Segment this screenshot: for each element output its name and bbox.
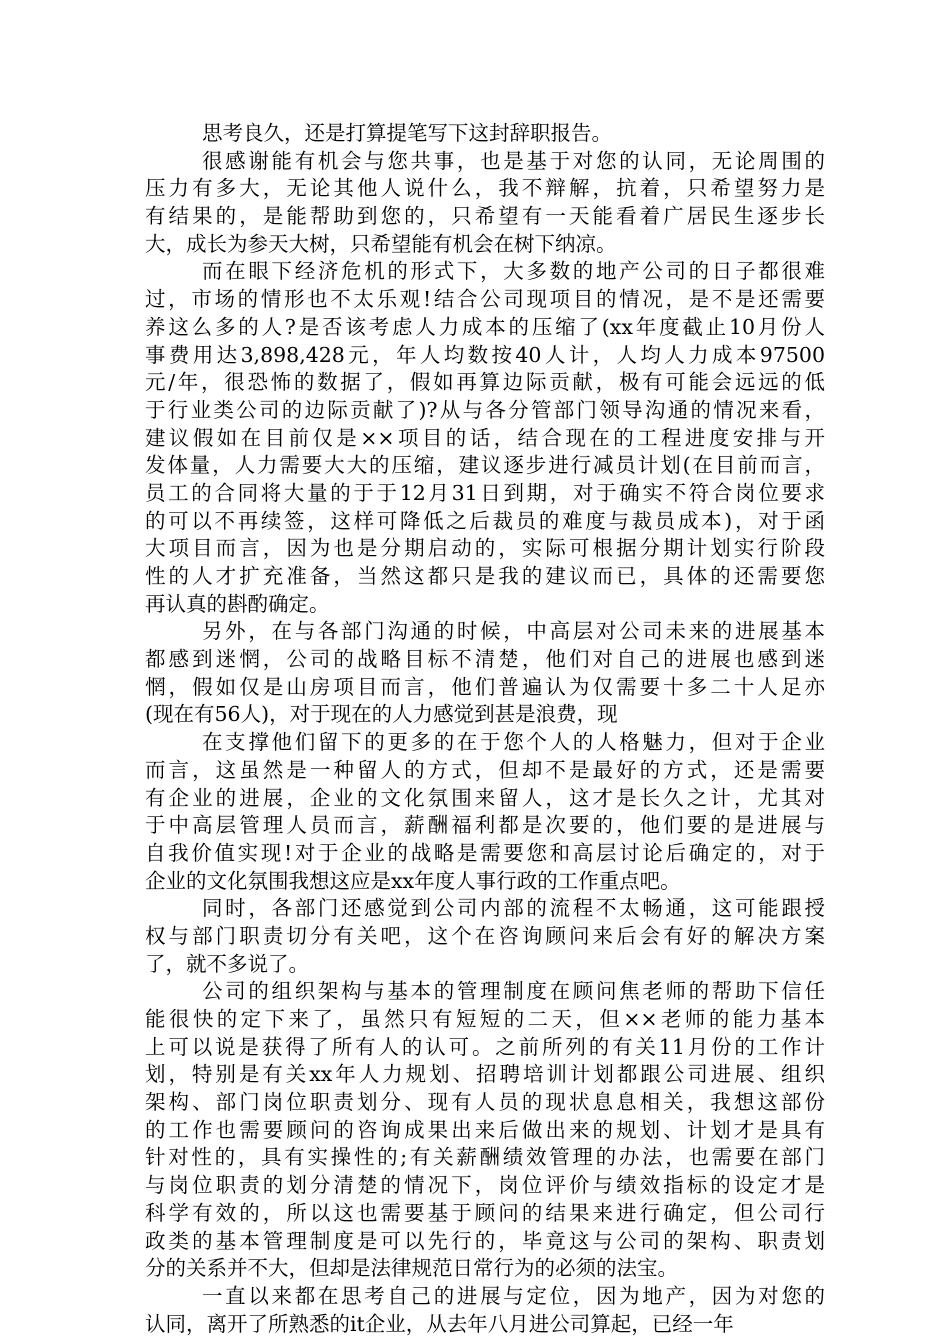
- text-line: 有结果的，是能帮助到您的，只希望有一天能看着广居民生逐步长: [145, 204, 825, 229]
- text-line: 一直以来都在思考自己的进展与定位，因为地产，因为对您的: [202, 1283, 825, 1308]
- document-body: [145, 120, 825, 1338]
- paragraph: [145, 895, 825, 978]
- text-line: 能很快的定下来了，虽然只有短短的二天，但××老师的能力基本: [145, 1007, 825, 1031]
- text-line: 上可以说是获得了所有人的认可。之前所列的有关11月份的工作计: [145, 1034, 825, 1059]
- text-line: 思考良久，还是打算提笔写下这封辞职报告。: [202, 121, 612, 145]
- paragraph: [145, 618, 825, 729]
- text-line: 分的关系并不大，但却是法律规范日常行为的必须的法宝。: [145, 1256, 678, 1281]
- text-line: 大，成长为参天大树，只希望能有机会在树下纳凉。: [145, 231, 617, 256]
- text-line: 养这么多的人?是否该考虑人力成本的压缩了(xx年度截止10月份人: [145, 314, 825, 339]
- text-line: 企业的文化氛围我想这应是xx年度人事行政的工作重点吧。: [145, 868, 681, 893]
- text-line: 发体量，人力需要大大的压缩，建议逐步进行减员计划(在目前而言，: [145, 453, 825, 478]
- text-line: 而言，这虽然是一种留人的方式，但却不是最好的方式，还是需要: [145, 757, 825, 782]
- text-line: 元/年，很恐怖的数据了，假如再算边际贡献，极有可能会远远的低: [145, 370, 825, 395]
- text-line: 另外，在与各部门沟通的时候，中高层对公司未来的进展基本: [202, 619, 825, 644]
- text-line: 于中高层管理人员而言，薪酬福利都是次要的，他们要的是进展与: [145, 813, 825, 838]
- text-line: 有企业的进展，企业的文化氛围来留人，这才是长久之计，尤其对: [145, 785, 825, 810]
- text-line: 自我价值实现!对于企业的战略是需要您和高层讨论后确定的，对于: [145, 840, 825, 865]
- text-line: 建议假如在目前仅是××项目的话，结合现在的工程进度安排与开: [145, 425, 825, 450]
- text-line: 再认真的斟酌确定。: [145, 591, 330, 616]
- text-line: 针对性的，具有实操性的;有关薪酬绩效管理的办法，也需要在部门: [145, 1145, 825, 1170]
- text-line: 认同，离开了所熟悉的it企业，从去年八月进公司算起，已经一年: [145, 1311, 734, 1336]
- text-line: 员工的合同将大量的于于12月31日到期，对于确实不符合岗位要求: [145, 480, 825, 505]
- text-line: 架构、部门岗位职责划分、现有人员的现状息息相关，我想这部份: [145, 1090, 825, 1115]
- text-line: 事费用达3,898,428元，年人均数按40人计，人均人力成本97500: [145, 342, 825, 367]
- text-line: 惘，假如仅是山房项目而言，他们普遍认为仅需要十多二十人足亦: [145, 674, 825, 699]
- text-line: 很感谢能有机会与您共事，也是基于对您的认同，无论周围的: [202, 148, 825, 173]
- text-line: 的工作也需要顾问的咨询成果出来后做出来的规划、计划才是具有: [145, 1117, 825, 1142]
- text-line: 划，特别是有关xx年人力规划、招聘培训计划都跟公司进展、组织: [145, 1062, 825, 1087]
- text-line: 权与部门职责切分有关吧，这个在咨询顾问来后会有好的解决方案: [145, 923, 825, 948]
- paragraph: [145, 120, 825, 148]
- paragraph: [145, 729, 825, 895]
- text-line: 在支撑他们留下的更多的在于您个人的人格魅力，但对于企业: [202, 730, 825, 755]
- text-line: 性的人才扩充准备，当然这都只是我的建议而已，具体的还需要您: [145, 564, 825, 588]
- text-line: 政类的基本管理制度是可以先行的，毕竟这与公司的架构、职责划: [145, 1228, 825, 1253]
- text-line: 公司的组织架构与基本的管理制度在顾问焦老师的帮助下信任: [202, 979, 825, 1004]
- text-line: 于行业类公司的边际贡献了)?从与各分管部门领导沟通的情况来看，: [145, 397, 825, 422]
- text-line: 与岗位职责的划分清楚的情况下，岗位评价与绩效指标的设定才是: [145, 1173, 825, 1198]
- text-line: 了，就不多说了。: [145, 951, 309, 976]
- text-line: 而在眼下经济危机的形式下，大多数的地产公司的日子都很难: [202, 259, 825, 284]
- paragraph: [145, 258, 825, 618]
- text-line: (现在有56人)，对于现在的人力感觉到甚是浪费，现: [145, 702, 618, 727]
- text-line: 都感到迷惘，公司的战略目标不清楚，他们对自己的进展也感到迷: [145, 647, 825, 672]
- text-line: 大项目而言，因为也是分期启动的，实际可根据分期计划实行阶段: [145, 536, 825, 561]
- paragraph: [145, 978, 825, 1283]
- text-line: 科学有效的，所以这也需要基于顾问的结果来进行确定，但公司行: [145, 1200, 825, 1225]
- paragraph: [145, 1283, 825, 1338]
- text-line: 过，市场的情形也不太乐观!结合公司现项目的情况，是不是还需要: [145, 287, 825, 312]
- text-line: 压力有多大，无论其他人说什么，我不辩解，抗着，只希望努力是: [145, 176, 825, 201]
- text-line: 的可以不再续签，这样可降低之后裁员的难度与裁员成本)，对于函: [145, 508, 825, 533]
- text-line: 同时，各部门还感觉到公司内部的流程不太畅通，这可能跟授: [202, 896, 825, 921]
- paragraph: [145, 148, 825, 259]
